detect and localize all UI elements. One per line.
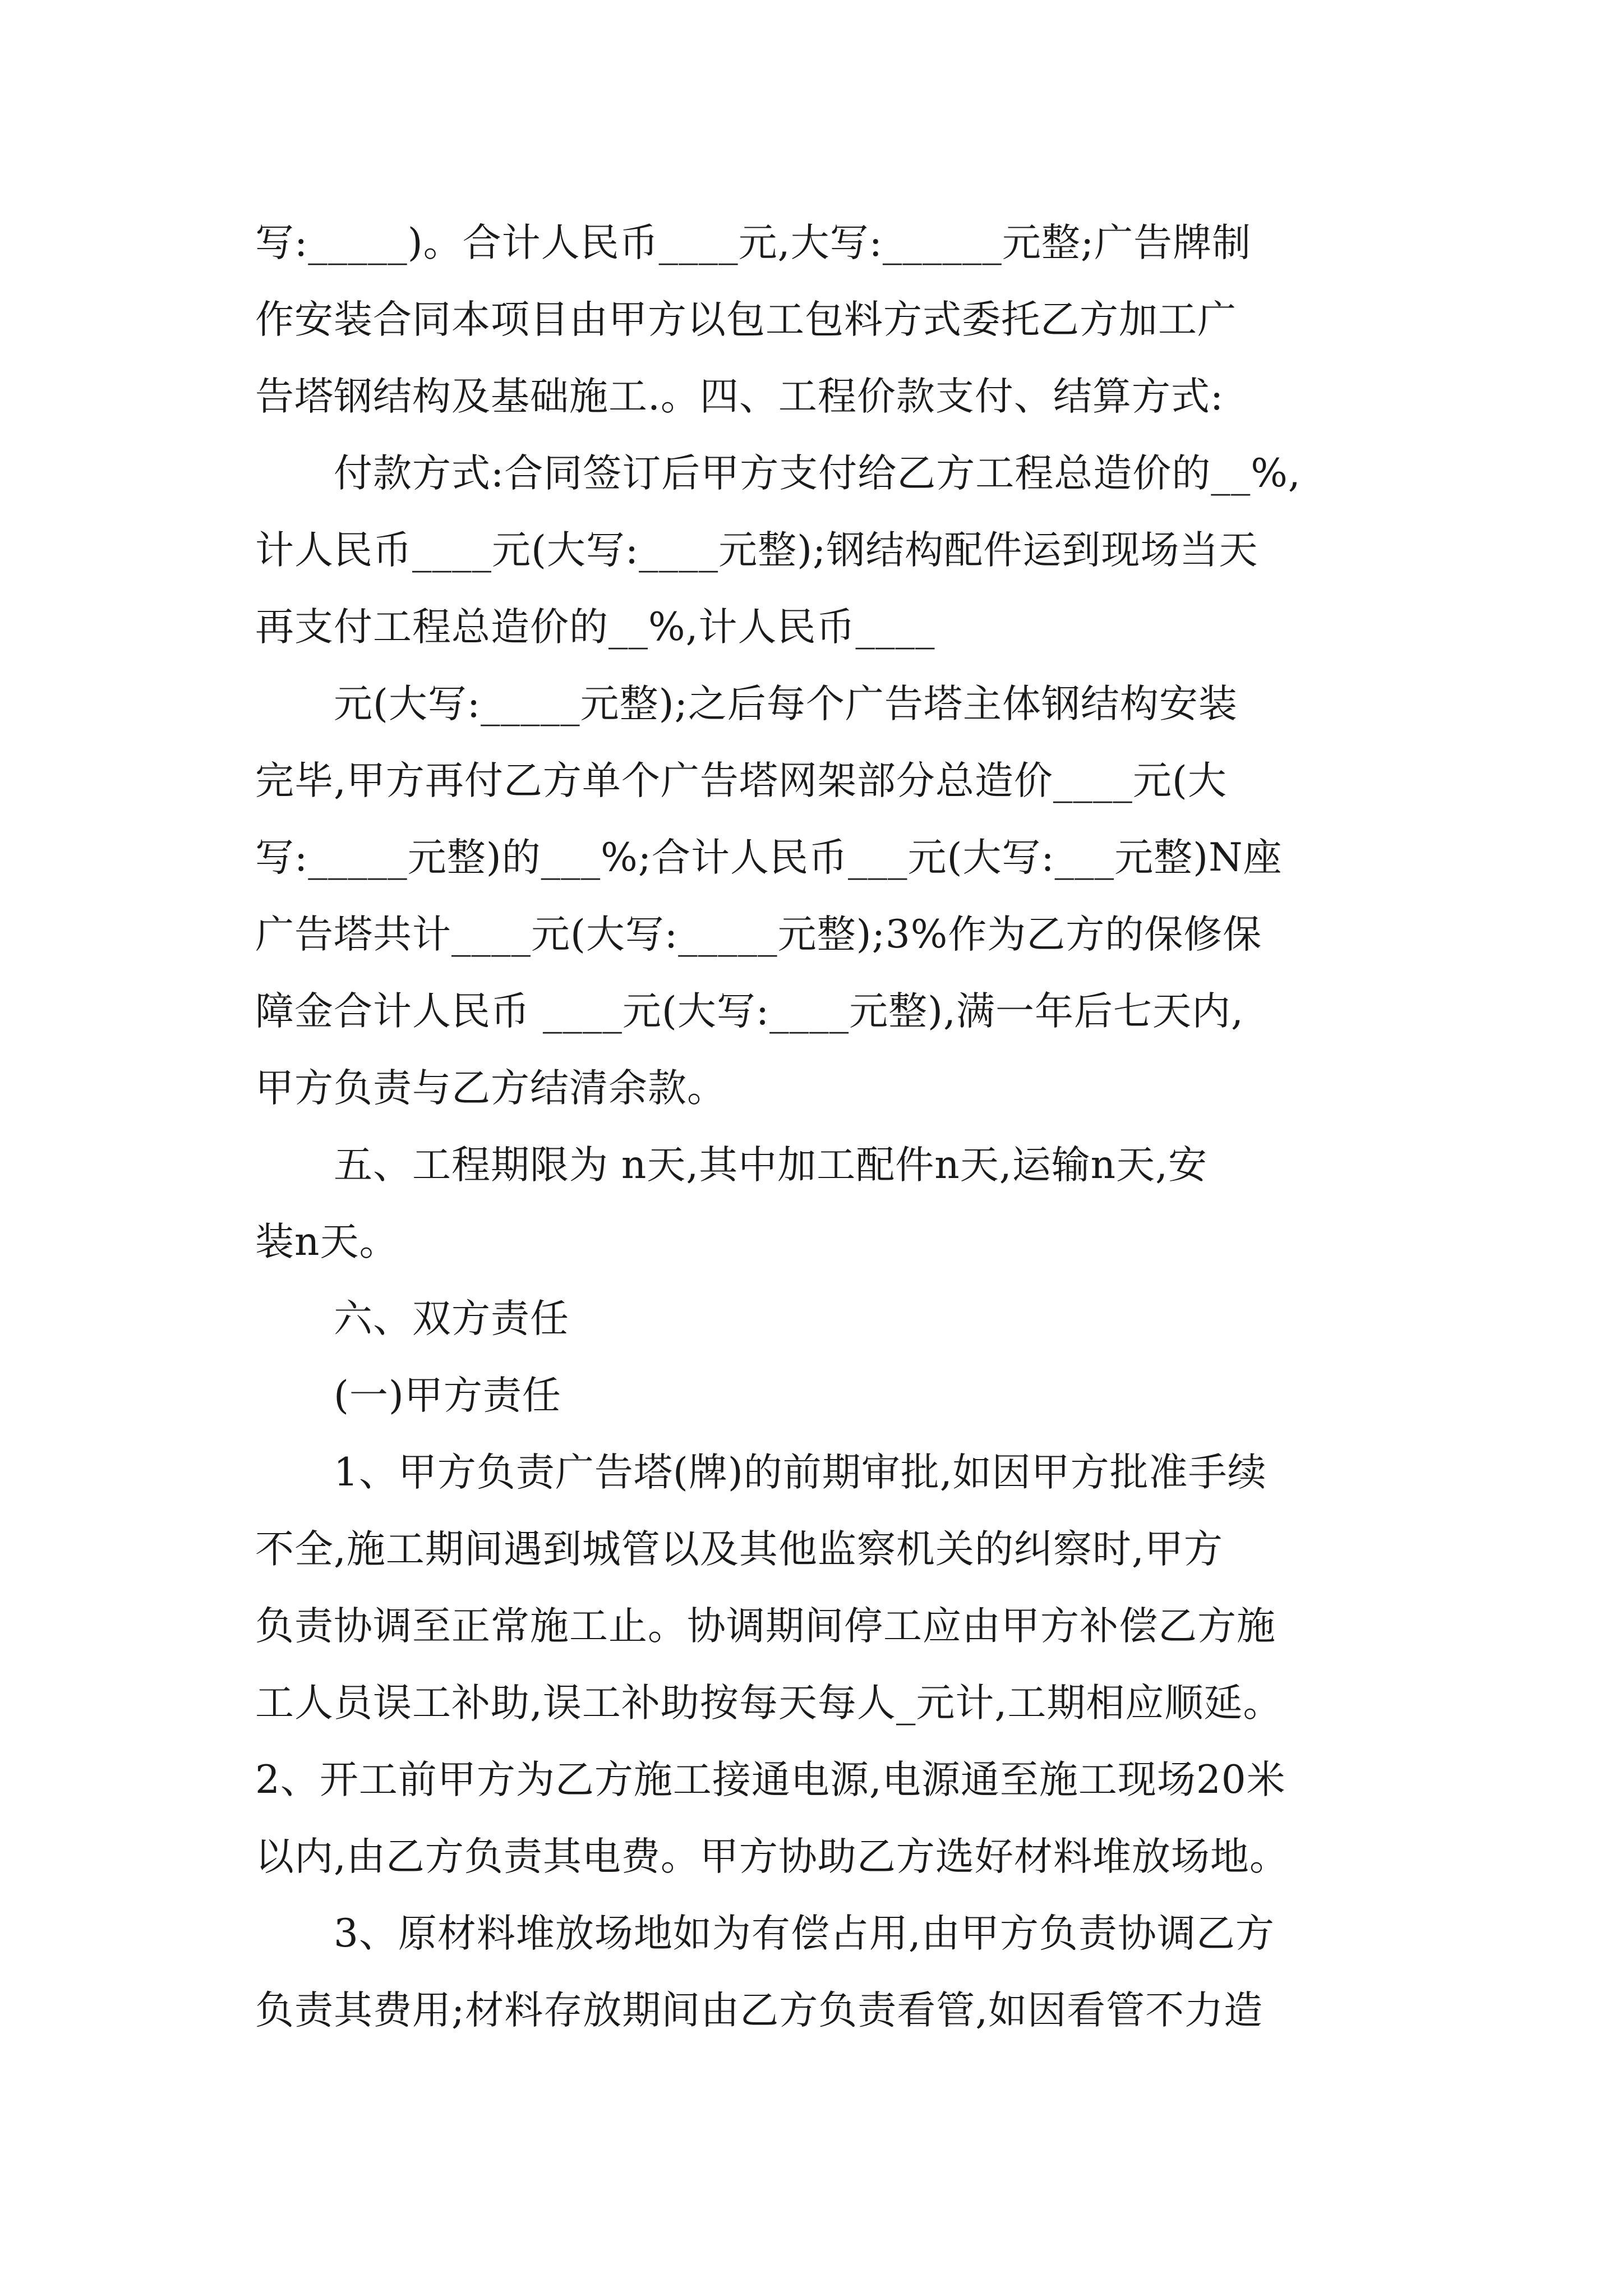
- paragraph-project-period: [255, 1127, 1382, 1281]
- text-line: 甲方负责与乙方结清余款。: [255, 1066, 726, 1111]
- text-line: 广告塔共计____元(大写:_____元整);3%作为乙方的保修保: [255, 912, 1262, 957]
- text-line: (一)甲方责任: [334, 1373, 561, 1418]
- text-line: 作安装合同本项目由甲方以包工包料方式委托乙方加工广: [255, 297, 1237, 342]
- text-line: 写:_____)。合计人民币____元,大写:______元整;广告牌制: [255, 220, 1252, 265]
- text-line: 工人员误工补助,误工补助按每天每人_元计,工期相应顺延。: [255, 1681, 1283, 1726]
- text-line: 完毕,甲方再付乙方单个广告塔网架部分总造价____元(大: [255, 758, 1227, 803]
- text-line: 负责其费用;材料存放期间由乙方负责看管,如因看管不力造: [255, 1988, 1264, 2033]
- text-line: 写:_____元整)的___%;合计人民币___元(大写:___元整)N座: [255, 835, 1283, 880]
- text-line: 再支付工程总造价的__%,计人民币____: [255, 605, 935, 650]
- text-line: 六、双方责任: [334, 1296, 569, 1341]
- text-line: 付款方式:合同签订后甲方支付给乙方工程总造价的__%,: [334, 451, 1301, 496]
- paragraph-payment-method: [255, 435, 1382, 666]
- text-line: 计人民币____元(大写:____元整);钢结构配件运到现场当天: [255, 528, 1258, 573]
- text-line: 五、工程期限为 n天,其中加工配件n天,运输n天,安: [334, 1143, 1208, 1188]
- document-body: [255, 205, 1382, 2049]
- text-line: 2、开工前甲方为乙方施工接通电源,电源通至施工现场20米: [255, 1757, 1286, 1802]
- text-line: 以内,由乙方负责其电费。甲方协助乙方选好材料堆放场地。: [255, 1834, 1289, 1879]
- text-line: 1、甲方负责广告塔(牌)的前期审批,如因甲方批准手续: [334, 1450, 1267, 1495]
- text-line: 元(大写:_____元整);之后每个广告塔主体钢结构安装: [334, 682, 1238, 726]
- text-line: 障金合计人民币 ____元(大写:____元整),满一年后七天内,: [255, 989, 1244, 1034]
- paragraph-clause-1-2: [255, 1434, 1382, 1895]
- text-line: 装n天。: [255, 1220, 399, 1264]
- paragraph-installment: [255, 666, 1382, 1127]
- subsection-heading-party-a: [255, 1358, 1382, 1434]
- text-line: 负责协调至正常施工止。协调期间停工应由甲方补偿乙方施: [255, 1604, 1276, 1649]
- paragraph-clause-3: [255, 1895, 1382, 2049]
- text-line: 不全,施工期间遇到城管以及其他监察机关的纠察时,甲方: [255, 1527, 1223, 1572]
- text-line: 3、原材料堆放场地如为有偿占用,由甲方负责协调乙方: [334, 1911, 1275, 1956]
- text-line: 告塔钢结构及基础施工.。四、工程价款支付、结算方式:: [255, 374, 1224, 419]
- paragraph-payment-total: [255, 205, 1382, 435]
- section-heading-responsibilities: [255, 1281, 1382, 1358]
